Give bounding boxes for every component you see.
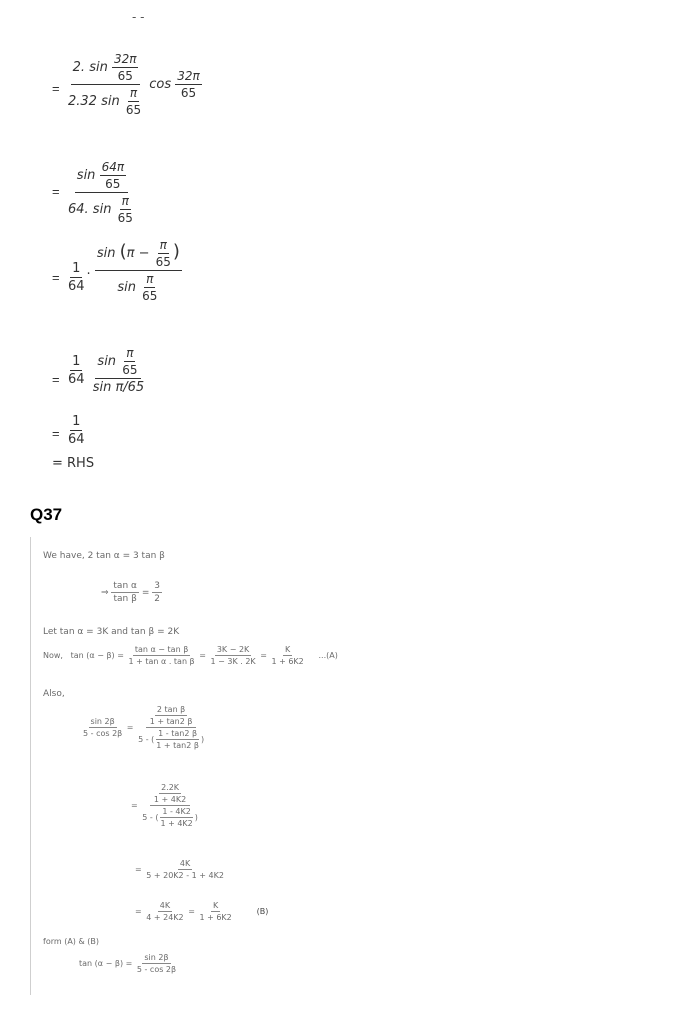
scan-line-3: Let tan α = 3K and tan β = 2K (43, 627, 180, 637)
eq-line-2: sin $\frac{64\pi}{65}$ 64. sin $\frac{\pi}{65}$ (68, 160, 133, 225)
scan-line-1: We have, 2 tan α = 3 tan β (43, 551, 165, 561)
scan-line-8: = $\frac{4K}{4 + 24K2}$ = $\frac{K}{1 + 6K2}$ (B) (135, 901, 269, 922)
eq-line-5: $\frac{1}{64}$ (68, 414, 85, 447)
equals-sign: = (52, 81, 60, 96)
equals-sign: = (52, 372, 60, 387)
rhs-text: = RHS (52, 456, 95, 471)
scan-line-5: $\frac{\sin 2\beta}{5 - \cos 2\beta}$ = $\frac{\text{2 tan β}}{1 + \tan 2 \beta}$ 5 - ( $\frac{1 - \tan 2 \beta}{1 + \tan 2 \beta}$ ) (83, 705, 205, 750)
scan-line-4: Now, tan (α − β) = $\frac{\text{tan α − tan β}}{\text{1 + tan α . tan β}}$ = $\frac{3K - 2K}{1 - 3K . 2K}$ = $\frac{K}{1 + 6K2}$ ...(A) (43, 645, 338, 666)
eq-line-4: $\frac{1}{64}$ sin $\frac{\pi}{65}$ sin π/65 (68, 346, 145, 395)
scan-line-9: form (A) & (B) (43, 937, 99, 946)
scan-also: Also, (43, 689, 65, 699)
scan-line-7: = $\frac{4K}{5 + 20K2 - 1 + 4K2}$ (135, 859, 224, 880)
scan-line-10: tan (α − β) = $\frac{\sin 2\beta}{5 - \cos 2\beta}$ (79, 953, 177, 974)
eq-line-3: $\frac{1}{64}$ . sin (π − $\frac{\pi}{65}$ ) sin $\frac{\pi}{65}$ (68, 238, 180, 303)
scan-line-2: ⇒ $\frac{\text{tan α}}{\text{tan β}}$ = $\frac{3}{2}$ (101, 581, 160, 604)
eq-line-1: 2. sin $\frac{32\pi}{65}$ 2.32 sin $\frac{\pi}{65}$ cos $\frac{32\pi}{65}$ (68, 52, 200, 117)
equals-sign: = (52, 270, 60, 285)
top-marks: - - (132, 10, 145, 24)
scanned-solution (30, 537, 401, 995)
scan-line-6: = $\frac{2.2K}{1 + 4K2}$ 5 - ( $\frac{1 - 4K2}{1 + 4K2}$ ) (131, 783, 198, 828)
equals-sign: = (52, 184, 60, 199)
equals-sign: = (52, 426, 60, 441)
question-label: Q37 (30, 505, 63, 524)
